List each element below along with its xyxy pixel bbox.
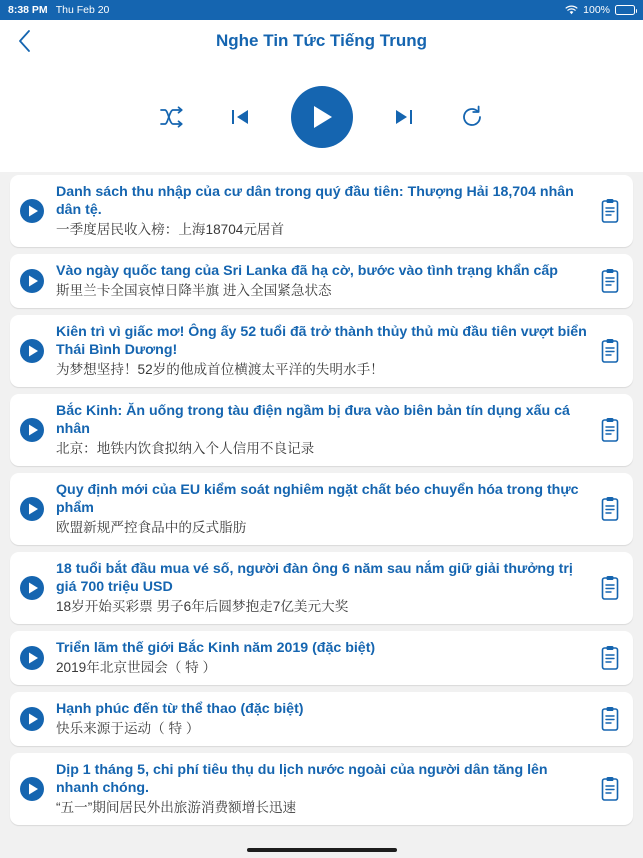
list-item-subtitle: 为梦想坚持！52岁的他成首位横渡太平洋的失明水手！ (56, 362, 384, 378)
list-item-title: Quy định mới của EU kiểm soát nghiêm ngặt chất béo chuyển hóa trong thực phẩm (56, 482, 579, 517)
previous-button[interactable] (223, 100, 257, 134)
transcript-icon[interactable] (597, 644, 623, 672)
wifi-icon (565, 5, 578, 15)
list-item-title: 18 tuổi bắt đầu mua vé số, người đàn ông 6 năm sau nắm giữ giải thưởng trị giá 700 triệu USD (56, 561, 573, 596)
list-item-subtitle: 快乐来源于运动（ 特 ） (56, 721, 200, 737)
transcript-icon[interactable] (597, 705, 623, 733)
list-item[interactable] (10, 692, 633, 746)
list-item[interactable] (10, 552, 633, 624)
list-item-title: Danh sách thu nhập của cư dân trong quý đầu tiên: Thượng Hải 18,704 nhân dân tệ. (56, 184, 574, 219)
list-item-text (56, 402, 589, 458)
list-item[interactable] (10, 394, 633, 466)
play-circle-icon[interactable] (18, 416, 46, 444)
list-item-text (56, 560, 589, 616)
transcript-icon[interactable] (597, 775, 623, 803)
list-item-title: Triển lãm thế giới Bắc Kinh năm 2019 (đặc biệt) (56, 640, 376, 657)
repeat-icon (460, 105, 484, 129)
transcript-icon[interactable] (597, 416, 623, 444)
list-item-subtitle: 斯里兰卡全国哀悼日降半旗 进入全国紧急状态 (56, 283, 332, 299)
list-item[interactable] (10, 753, 633, 825)
transcript-icon[interactable] (597, 574, 623, 602)
chevron-left-icon (18, 30, 31, 52)
play-circle-icon[interactable] (18, 197, 46, 225)
list-item-text (56, 639, 589, 677)
play-icon (309, 103, 335, 131)
transcript-icon[interactable] (597, 197, 623, 225)
list-item-subtitle: 欧盟新规严控食品中的反式脂肪 (56, 520, 247, 536)
list-item-subtitle: 18岁开始买彩票 男子6年后圆梦抱走7亿美元大奖 (56, 599, 349, 615)
list-item-subtitle: 2019年北京世园会（ 特 ） (56, 660, 217, 676)
status-bar-right (565, 4, 635, 16)
player-controls (0, 62, 643, 172)
play-circle-icon[interactable] (18, 574, 46, 602)
skip-previous-icon (229, 106, 251, 128)
repeat-button[interactable] (455, 100, 489, 134)
battery-full-icon (615, 5, 635, 15)
skip-next-icon (393, 106, 415, 128)
shuffle-icon (160, 106, 184, 128)
list-item-text (56, 481, 589, 537)
list-item-title: Kiên trì vì giấc mơ! Ông ấy 52 tuổi đã trở thành thủy thủ mù đầu tiên vượt biển Thái Bình Dương! (56, 324, 587, 359)
transcript-icon[interactable] (597, 495, 623, 523)
list-item-text (56, 323, 589, 379)
status-bar-time: 8:38 PM (8, 4, 48, 16)
list-item-text (56, 183, 589, 239)
back-button[interactable] (4, 21, 44, 61)
list-item-title: Bắc Kinh: Ăn uống trong tàu điện ngầm bị đưa vào biên bản tín dụng xấu cá nhân (56, 403, 570, 438)
play-circle-icon[interactable] (18, 775, 46, 803)
app-header (0, 20, 643, 62)
list-item[interactable] (10, 631, 633, 685)
page-title: Nghe Tin Tức Tiếng Trung (216, 31, 427, 50)
next-button[interactable] (387, 100, 421, 134)
list-item[interactable] (10, 315, 633, 387)
list-item-title: Dịp 1 tháng 5, chi phí tiêu thụ du lịch nước ngoài của người dân tăng lên nhanh chóng. (56, 762, 548, 797)
shuffle-button[interactable] (155, 100, 189, 134)
play-circle-icon[interactable] (18, 705, 46, 733)
list-item[interactable] (10, 175, 633, 247)
list-item-text (56, 262, 589, 300)
status-bar (0, 0, 643, 20)
list-item-title: Vào ngày quốc tang của Sri Lanka đã hạ cờ, bước vào tình trạng khẩn cấp (56, 263, 558, 280)
play-button[interactable] (291, 86, 353, 148)
play-circle-icon[interactable] (18, 337, 46, 365)
list-item-title: Hạnh phúc đến từ thể thao (đặc biệt) (56, 701, 304, 718)
play-circle-icon[interactable] (18, 267, 46, 295)
list-item[interactable] (10, 254, 633, 308)
list-item-subtitle: “五一”期间居民外出旅游消费额增长迅速 (56, 800, 297, 816)
home-indicator (0, 842, 643, 858)
status-bar-date: Thu Feb 20 (55, 4, 110, 16)
list-item-text (56, 761, 589, 817)
list-item[interactable] (10, 473, 633, 545)
news-list[interactable] (0, 172, 643, 842)
battery-percent-label: 100% (583, 4, 610, 16)
transcript-icon[interactable] (597, 267, 623, 295)
transcript-icon[interactable] (597, 337, 623, 365)
list-item-subtitle: 北京：地铁内饮食拟纳入个人信用不良记录 (56, 441, 315, 457)
list-item-text (56, 700, 589, 738)
list-item-subtitle: 一季度居民收入榜：上海18704元居首 (56, 222, 285, 238)
play-circle-icon[interactable] (18, 644, 46, 672)
play-circle-icon[interactable] (18, 495, 46, 523)
